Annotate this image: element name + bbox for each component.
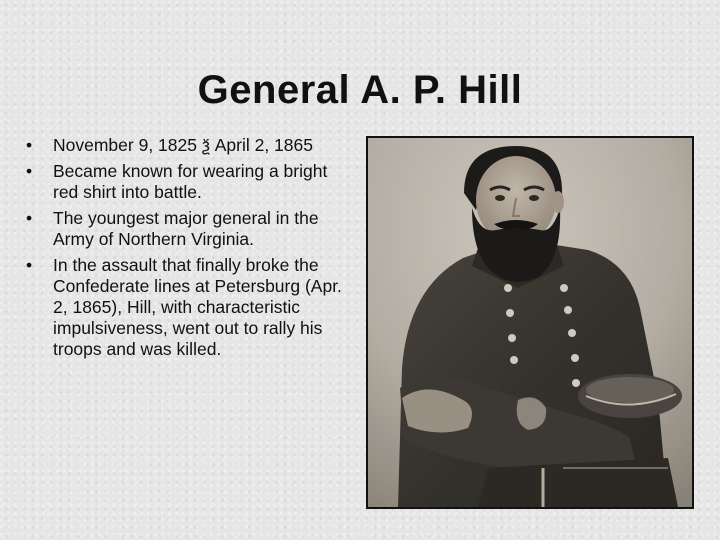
bullet-list (24, 135, 354, 365)
bullet-marker: • (26, 208, 33, 228)
bullet-marker: • (26, 255, 33, 275)
bullet-text: The youngest major general in the Army of Northern Virginia. (53, 208, 319, 249)
bullet-text: Became known for wearing a bright red shirt into battle. (53, 161, 328, 202)
list-item (24, 161, 354, 203)
list-item (24, 255, 354, 360)
slide-title: General A. P. Hill (197, 68, 523, 112)
list-item (24, 135, 354, 156)
bullet-text: In the assault that finally broke the Confederate lines at Petersburg (Apr. 2, 1865), Hill, with characteristic impulsiveness, went out to rally his troops and was killed. (53, 255, 342, 359)
list-item (24, 208, 354, 250)
bullet-text: November 9, 1825 ѯ April 2, 1865 (53, 135, 313, 155)
bullet-marker: • (26, 161, 33, 181)
portrait-illustration (368, 138, 692, 507)
portrait-photo (366, 136, 694, 509)
bullet-marker: • (26, 135, 33, 155)
